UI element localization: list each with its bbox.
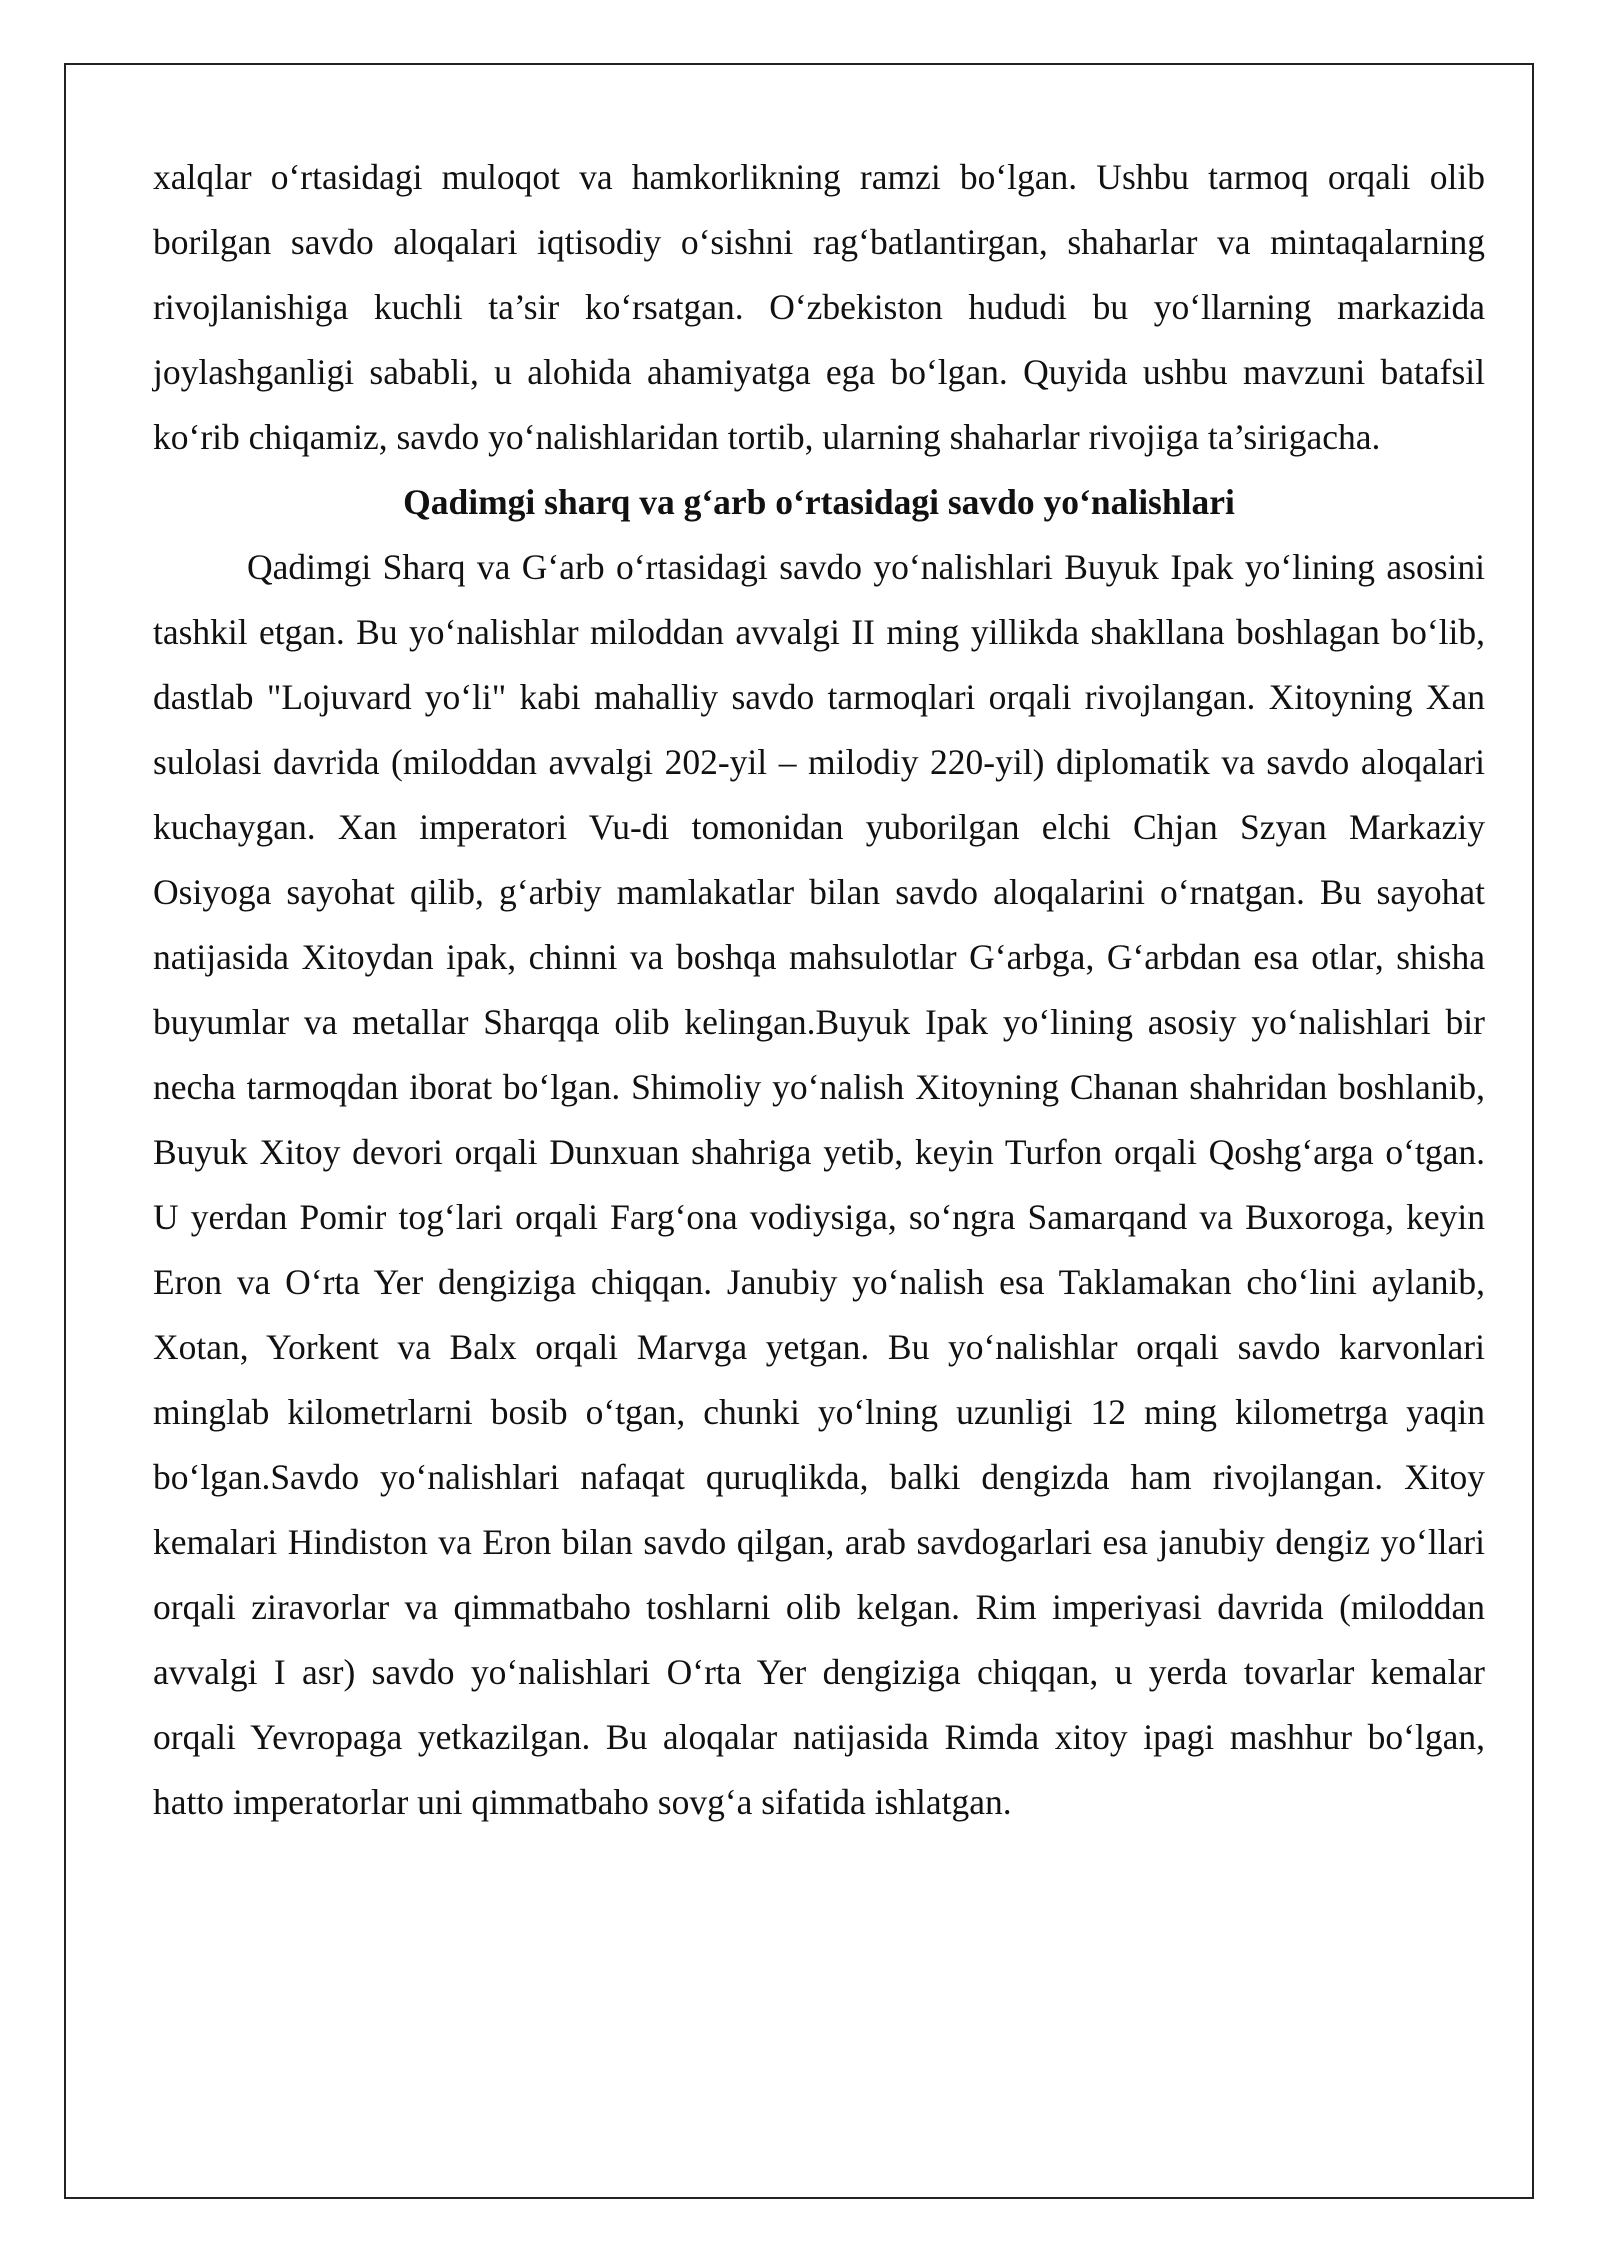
body-paragraph: Qadimgi Sharq va G‘arb o‘rtasidagi savdo yo‘nalishlari Buyuk Ipak yo‘lining asosini tashkil etgan. Bu yo‘nalishlar miloddan avvalgi II ming yillikda shakllana boshlagan bo‘lib, dastlab "Lojuvard yo‘li" kabi mahalliy savdo tarmoqlari orqali rivojlangan. Xitoyning Xan sulolasi davrida (miloddan avvalgi 202-yil – milodiy 220-yil) diplomatik va savdo aloqalari kuchaygan. Xan imperatori Vu-di tomonidan yuborilgan elchi Chjan Szyan Markaziy Osiyoga sayohat qilib, g‘arbiy mamlakatlar bilan savdo aloqalarini o‘rnatgan. Bu sayohat natijasida Xitoydan ipak, chinni va boshqa mahsulotlar G‘arbga, G‘arbdan esa otlar, shisha buyumlar va metallar Sharqqa olib kelingan.Buyuk Ipak yo‘lining asosiy yo‘nalishlari bir necha tarmoqdan iborat bo‘lgan. Shimoliy yo‘nalish Xitoyning Chanan shahridan boshlanib, Buyuk Xitoy devori orqali Dunxuan shahriga yetib, keyin Turfon orqali Qoshg‘arga o‘tgan. U yerdan Pomir tog‘lari orqali Farg‘ona vodiysiga, so‘ngra Samarqand va Buxoroga, keyin Eron va O‘rta Yer dengiziga chiqqan. Janubiy yo‘nalish esa Taklamakan cho‘lini aylanib, Xotan, Yorkent va Balx orqali Marvga yetgan. Bu yo‘nalishlar orqali savdo karvonlari minglab kilometrlarni bosib o‘tgan, chunki yo‘lning uzunligi 12 ming kilometrga yaqin bo‘lgan.Savdo yo‘nalishlari nafaqat quruqlikda, balki dengizda ham rivojlangan. Xitoy kemalari Hindiston va Eron bilan savdo qilgan, arab savdogarlari esa janubiy dengiz yo‘llari orqali ziravorlar va qimmatbaho toshlarni olib kelgan. Rim imperiyasi davrida (miloddan avvalgi I asr) savdo yo‘nalishlari O‘rta Yer dengiziga chiqqan, u yerda tovarlar kemalar orqali Yevropaga yetkazilgan. Bu aloqalar natijasida Rimda xitoy ipagi mashhur bo‘lgan, hatto imperatorlar uni qimmatbaho sovg‘a sifatida ishlatgan. [153,547,1485,1822]
document-body [153,145,1485,1835]
section-heading: Qadimgi sharq va g‘arb o‘rtasidagi savdo yo‘nalishlari [403,482,1235,522]
intro-paragraph: xalqlar o‘rtasidagi muloqot va hamkorlikning ramzi bo‘lgan. Ushbu tarmoq orqali olib borilgan savdo aloqalari iqtisodiy o‘sishni rag‘batlantirgan, shaharlar va mintaqalarning rivojlanishiga kuchli ta’sir ko‘rsatgan. O‘zbekiston hududi bu yo‘llarning markazida joylashganligi sababli, u alohida ahamiyatga ega bo‘lgan. Quyida ushbu mavzuni batafsil ko‘rib chiqamiz, savdo yo‘nalishlaridan tortib, ularning shaharlar rivojiga ta’sirigacha. [153,157,1485,457]
